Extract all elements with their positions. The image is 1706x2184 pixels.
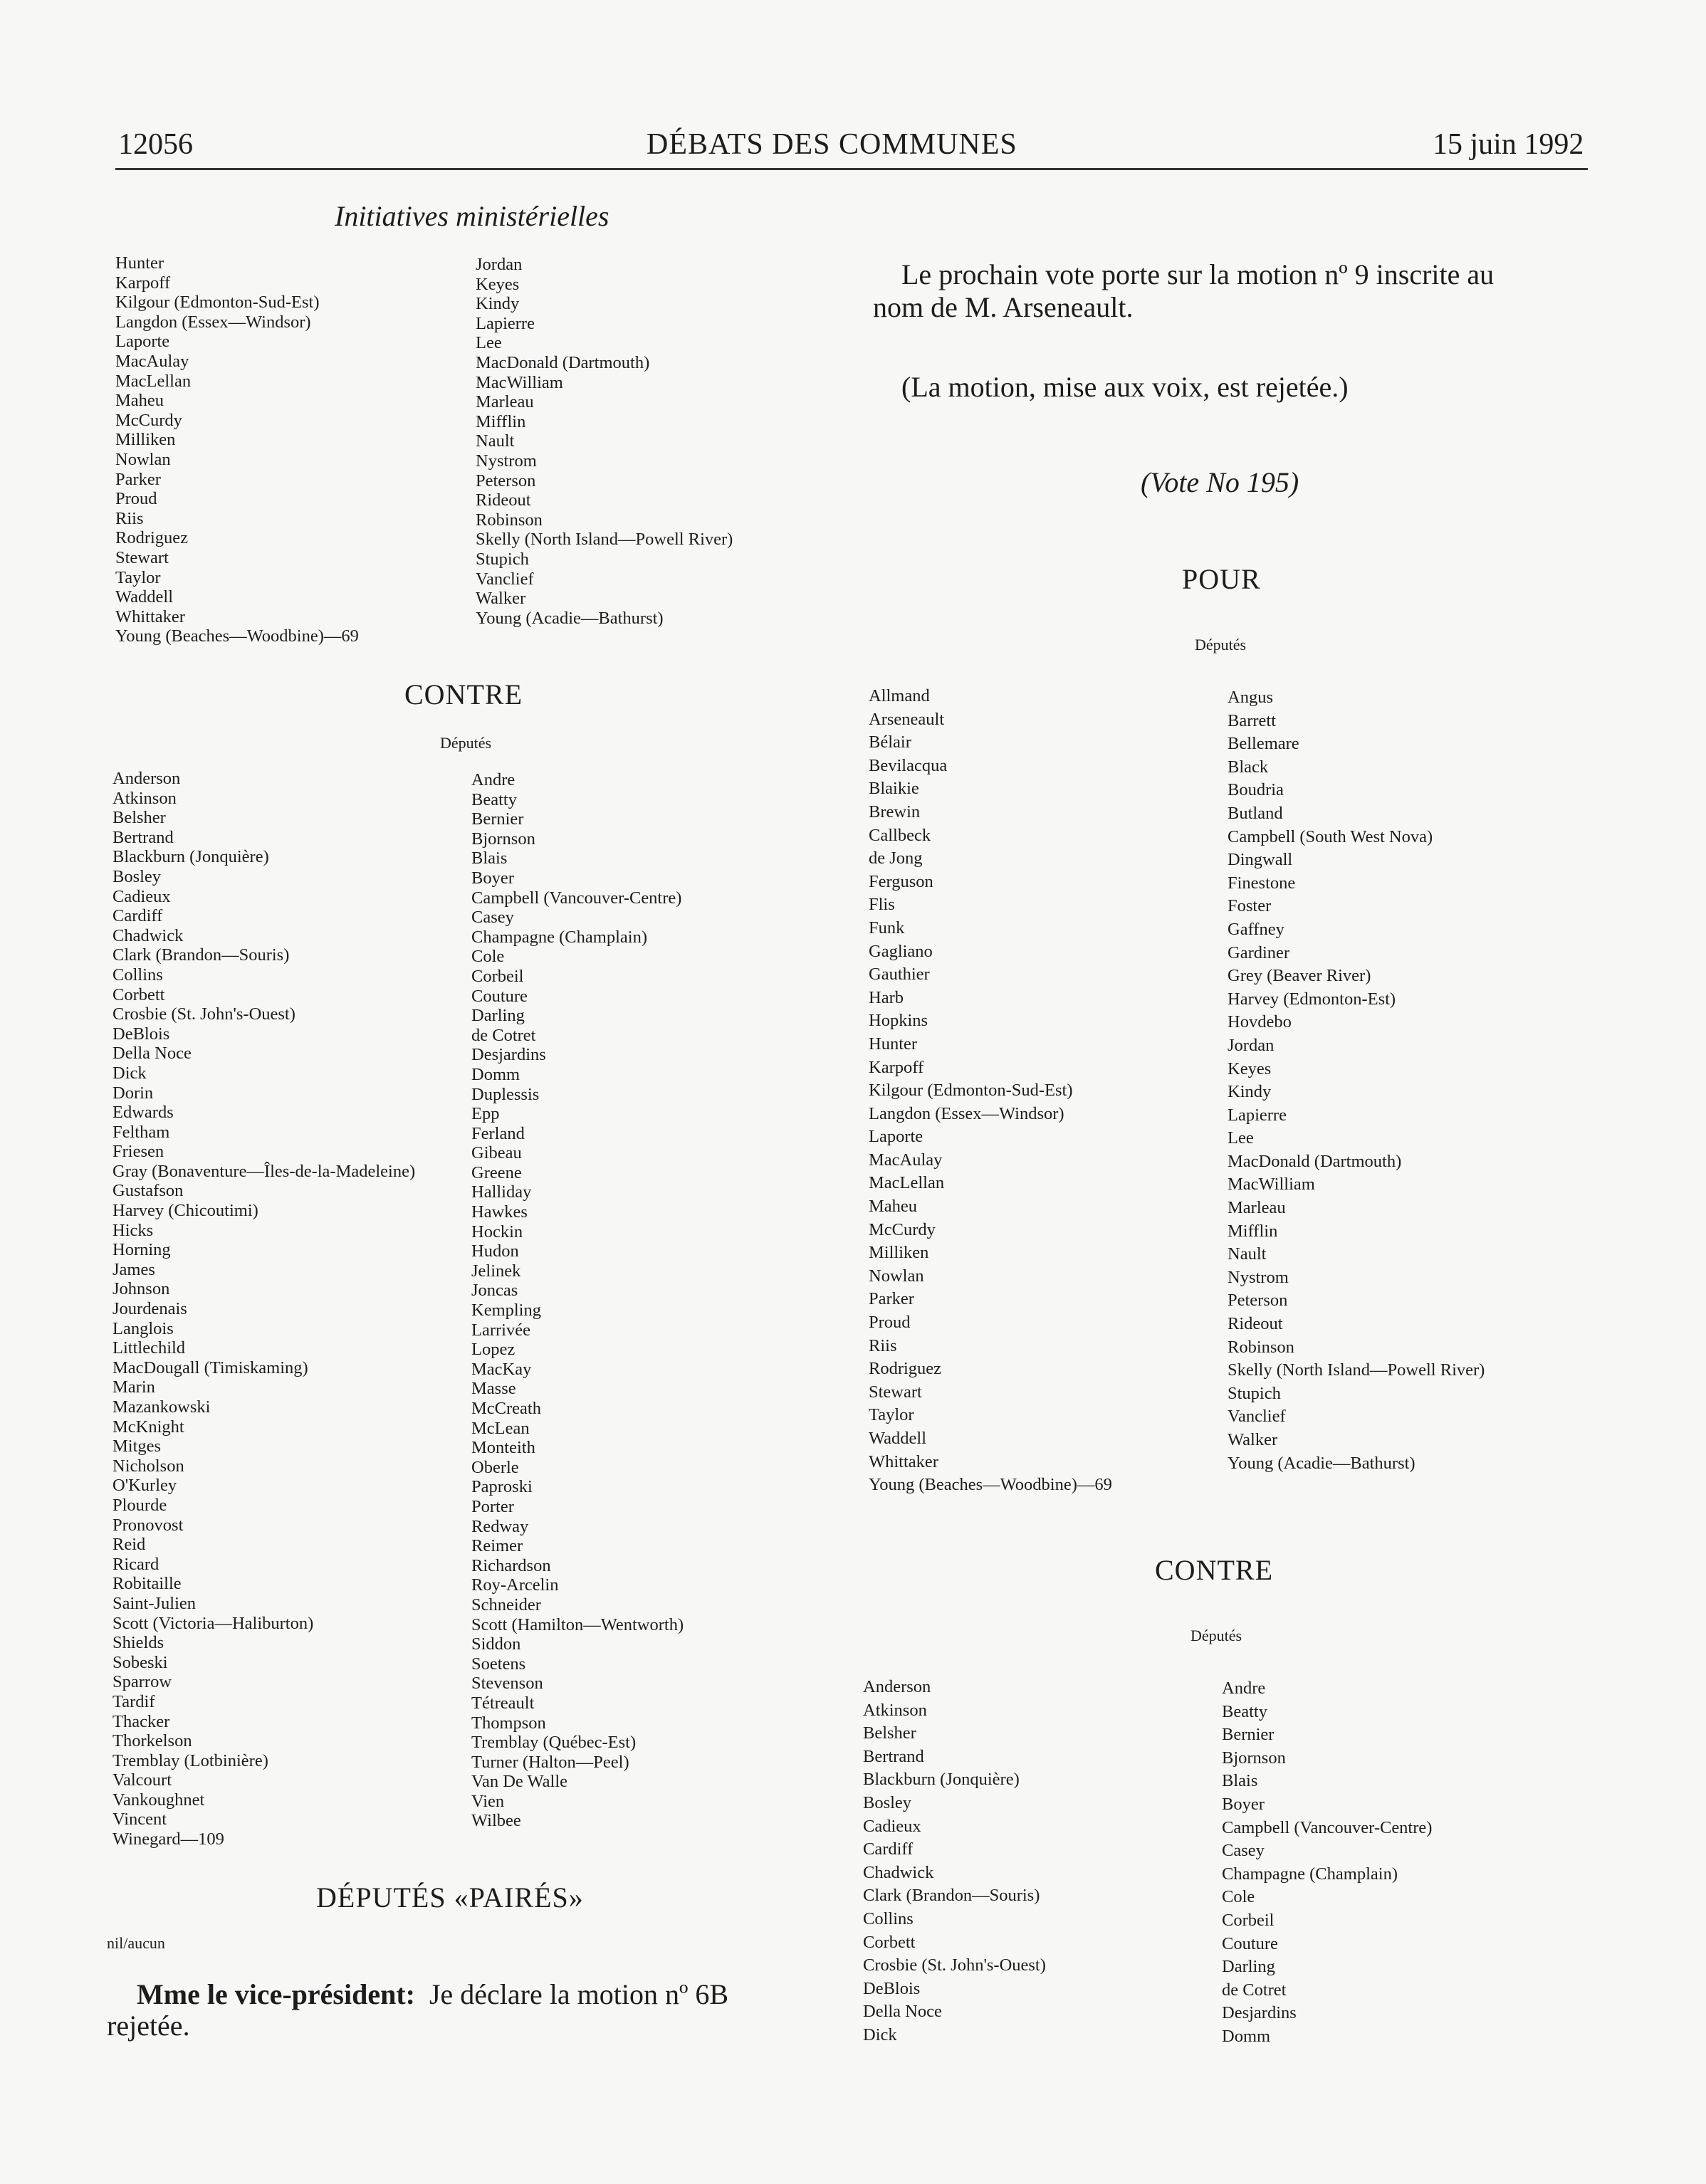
member-name: Riis <box>115 508 144 528</box>
member-name: Young (Beaches—Woodbine)—69 <box>869 1475 1112 1495</box>
member-name: Johnson <box>112 1279 170 1299</box>
member-name: Dingwall <box>1228 850 1293 870</box>
member-name: Gardiner <box>1228 943 1290 962</box>
member-name: Andre <box>1222 1679 1266 1698</box>
member-name: Vanclief <box>476 569 534 589</box>
member-name: Bevilacqua <box>869 755 948 775</box>
member-name: Halliday <box>471 1182 532 1202</box>
member-name: Couture <box>1222 1933 1278 1953</box>
intro-line2: nom de M. Arseneault. <box>873 291 1134 323</box>
member-name: Turner (Halton—Peel) <box>471 1752 629 1772</box>
member-name: Hopkins <box>869 1011 928 1031</box>
member-name: Clark (Brandon—Souris) <box>863 1886 1040 1906</box>
member-name: de Cotret <box>471 1025 536 1045</box>
member-name: Redway <box>471 1516 529 1536</box>
speaker-statement-line2: rejetée. <box>107 2010 190 2042</box>
member-name: Vanclief <box>1228 1407 1286 1427</box>
member-name: Sobeski <box>112 1652 168 1672</box>
member-name: Blais <box>1222 1771 1258 1791</box>
member-name: Mifflin <box>476 411 526 431</box>
member-name: Corbett <box>863 1932 916 1952</box>
member-name: Nystrom <box>476 451 537 471</box>
member-name: Arseneault <box>869 709 945 729</box>
member-name: Mazankowski <box>112 1397 211 1417</box>
member-name: Atkinson <box>112 788 177 808</box>
member-name: Tétreault <box>471 1693 535 1713</box>
member-name: Gustafson <box>112 1181 184 1201</box>
header-rule <box>115 168 1588 170</box>
member-name: Dick <box>112 1063 147 1083</box>
member-name: Stevenson <box>471 1674 543 1694</box>
member-name: Stupich <box>476 549 529 569</box>
member-name: Tardif <box>112 1691 155 1711</box>
member-name: Bernier <box>1222 1725 1275 1745</box>
member-name: Shields <box>112 1633 164 1653</box>
member-name: Jordan <box>1228 1035 1275 1055</box>
member-name: Kilgour (Edmonton-Sud-Est) <box>869 1081 1073 1101</box>
member-name: Black <box>1228 757 1269 777</box>
left-top-names-col1 <box>115 253 359 646</box>
pour-subheading: Députés <box>1195 636 1247 653</box>
member-name: Robitaille <box>112 1574 182 1594</box>
member-name: Gagliano <box>869 941 933 961</box>
speaker-label: Mme le vice-président: <box>137 1978 415 2010</box>
member-name: Milliken <box>115 430 176 450</box>
member-name: DeBlois <box>863 1978 921 1998</box>
member-name: Casey <box>471 908 514 928</box>
member-name: MacAulay <box>869 1150 943 1170</box>
member-name: Rodriguez <box>115 528 189 548</box>
vote-result: (La motion, mise aux voix, est rejetée.) <box>901 371 1349 403</box>
member-name: Hawkes <box>471 1202 528 1222</box>
member-name: MacLellan <box>115 371 192 391</box>
member-name: Campbell (Vancouver-Centre) <box>1222 1817 1433 1837</box>
member-name: Riis <box>869 1335 897 1355</box>
member-name: Feltham <box>112 1122 170 1142</box>
member-name: Karpoff <box>869 1057 924 1077</box>
member-name: Edwards <box>112 1103 174 1123</box>
member-name: Oberle <box>471 1457 519 1477</box>
member-name: Langdon (Essex—Windsor) <box>115 312 311 332</box>
member-name: Mifflin <box>1228 1221 1278 1241</box>
member-name: Mitges <box>112 1437 162 1456</box>
member-name: Waddell <box>869 1429 927 1448</box>
pour-heading: POUR <box>1182 563 1261 595</box>
vote-number: (Vote No 195) <box>1141 466 1299 498</box>
member-name: Whittaker <box>115 607 185 626</box>
member-name: Nicholson <box>112 1456 184 1476</box>
member-name: Vien <box>471 1791 505 1811</box>
member-name: Nowlan <box>869 1266 924 1286</box>
member-name: Schneider <box>471 1595 541 1615</box>
member-name: Beatty <box>1222 1701 1267 1721</box>
member-name: Crosbie (St. John's-Ouest) <box>863 1955 1046 1975</box>
member-name: Taylor <box>115 567 161 587</box>
member-name: Saint-Julien <box>112 1593 197 1613</box>
member-name: Callbeck <box>869 825 931 845</box>
member-name: Robinson <box>1228 1337 1294 1357</box>
member-name: Harb <box>869 987 904 1007</box>
member-name: Kindy <box>476 294 520 314</box>
member-name: Skelly (North Island—Powell River) <box>1228 1360 1485 1380</box>
member-name: Gibeau <box>471 1143 522 1163</box>
member-name: MacAulay <box>115 351 189 371</box>
member-name: McCreath <box>471 1399 541 1418</box>
member-name: Corbeil <box>1222 1910 1275 1930</box>
member-name: Maheu <box>869 1197 918 1217</box>
member-name: Friesen <box>112 1142 164 1162</box>
member-name: MacDonald (Dartmouth) <box>476 352 650 372</box>
member-name: Richardson <box>471 1555 551 1575</box>
speaker-statement-line1 <box>137 1976 728 2013</box>
member-name: Clark (Brandon—Souris) <box>112 945 290 965</box>
member-name: Desjardins <box>471 1045 546 1065</box>
member-name: Stewart <box>115 547 169 567</box>
member-name: Siddon <box>471 1634 521 1654</box>
member-name: Bélair <box>869 733 911 752</box>
member-name: Marleau <box>1228 1198 1286 1218</box>
member-name: Hunter <box>869 1034 918 1054</box>
member-name: Thorkelson <box>112 1731 192 1751</box>
member-name: Walker <box>476 589 526 609</box>
member-name: Larrivée <box>471 1320 530 1340</box>
member-name: Ricard <box>112 1554 159 1574</box>
member-name: Campbell (South West Nova) <box>1228 826 1433 846</box>
member-name: Greene <box>471 1162 522 1182</box>
member-name: O'Kurley <box>112 1476 177 1496</box>
member-name: Belsher <box>863 1723 916 1743</box>
member-name: Hovdebo <box>1228 1012 1292 1032</box>
member-name: Funk <box>869 918 905 938</box>
member-name: Cardiff <box>863 1839 914 1859</box>
member-name: Keyes <box>476 274 520 294</box>
member-name: Sparrow <box>112 1672 172 1692</box>
member-name: Campbell (Vancouver-Centre) <box>471 888 682 908</box>
member-name: Peterson <box>476 471 536 490</box>
member-name: Darling <box>1222 1957 1275 1977</box>
member-name: MacDonald (Dartmouth) <box>1228 1151 1402 1171</box>
section-title: Initiatives ministérielles <box>335 200 609 232</box>
member-name: Kempling <box>471 1301 541 1321</box>
member-name: Laporte <box>869 1127 923 1147</box>
member-name: Proud <box>115 489 157 509</box>
member-name: Anderson <box>863 1677 931 1696</box>
member-name: Kindy <box>1228 1082 1272 1102</box>
member-name: Plourde <box>112 1495 167 1515</box>
member-name: Van De Walle <box>471 1772 568 1792</box>
member-name: McLean <box>471 1418 530 1438</box>
member-name: Barrett <box>1228 710 1277 730</box>
member-name: MacWilliam <box>476 372 563 392</box>
member-name: Waddell <box>115 587 174 607</box>
right-contre-subheading: Députés <box>1190 1627 1242 1644</box>
member-name: Bjornson <box>471 829 535 849</box>
member-name: Jelinek <box>471 1261 521 1281</box>
member-name: Boyer <box>1222 1794 1265 1814</box>
member-name: Champagne (Champlain) <box>1222 1864 1398 1884</box>
page-title: DÉBATS DES COMMUNES <box>647 128 1017 161</box>
member-name: Jourdenais <box>112 1299 187 1319</box>
left-contre-heading: CONTRE <box>404 678 523 710</box>
member-name: Foster <box>1228 896 1272 916</box>
member-name: Della Noce <box>863 2002 942 2022</box>
member-name: Maheu <box>115 391 164 411</box>
member-name: Reimer <box>471 1536 523 1556</box>
member-name: Corbett <box>112 985 165 1004</box>
member-name: Vincent <box>112 1810 167 1829</box>
member-name: Porter <box>471 1496 514 1516</box>
member-name: Hunter <box>115 253 164 273</box>
member-name: Rideout <box>1228 1314 1283 1334</box>
member-name: Young (Acadie—Bathurst) <box>1228 1453 1415 1473</box>
member-name: MacWilliam <box>1228 1175 1315 1195</box>
member-name: Epp <box>471 1104 500 1124</box>
member-name: Finestone <box>1228 873 1296 893</box>
member-name: Rideout <box>476 490 531 510</box>
member-name: Darling <box>471 1006 525 1026</box>
member-name: Anderson <box>112 769 181 788</box>
member-name: Dick <box>863 2025 897 2044</box>
member-name: Cadieux <box>112 886 171 906</box>
member-name: Angus <box>1228 688 1273 707</box>
member-name: Scott (Hamilton—Wentworth) <box>471 1615 684 1634</box>
member-name: MacLellan <box>869 1173 945 1193</box>
member-name: Vankoughnet <box>112 1790 205 1810</box>
member-name: Blackburn (Jonquière) <box>112 847 269 867</box>
member-name: Flis <box>869 895 895 915</box>
member-name: Cole <box>1222 1887 1255 1907</box>
page-date: 15 juin 1992 <box>1433 128 1584 161</box>
member-name: Thacker <box>112 1711 170 1731</box>
member-name: Lee <box>1228 1128 1254 1148</box>
member-name: DeBlois <box>112 1024 170 1044</box>
member-name: Bertrand <box>112 827 174 847</box>
member-name: Gray (Bonaventure—Îles-de-la-Madeleine) <box>112 1161 416 1181</box>
member-name: Skelly (North Island—Powell River) <box>476 530 733 550</box>
member-name: Langdon (Essex—Windsor) <box>869 1103 1064 1123</box>
member-name: Stupich <box>1228 1383 1281 1403</box>
member-name: Harvey (Chicoutimi) <box>112 1201 258 1221</box>
member-name: Milliken <box>869 1243 929 1263</box>
member-name: Gauthier <box>869 965 930 985</box>
member-name: Corbeil <box>471 966 524 986</box>
member-name: Scott (Victoria—Haliburton) <box>112 1613 314 1633</box>
member-name: Monteith <box>471 1438 535 1458</box>
member-name: Parker <box>869 1289 914 1309</box>
member-name: Boyer <box>471 868 514 888</box>
member-name: Kilgour (Edmonton-Sud-Est) <box>115 293 320 313</box>
member-name: Tremblay (Québec-Est) <box>471 1733 637 1753</box>
member-name: Blaikie <box>869 779 919 799</box>
member-name: Andre <box>471 770 516 789</box>
member-name: Stewart <box>869 1382 922 1402</box>
member-name: McCurdy <box>869 1219 936 1239</box>
member-name: Blais <box>471 849 508 868</box>
member-name: Della Noce <box>112 1044 192 1064</box>
member-name: Valcourt <box>112 1770 172 1790</box>
member-name: Domm <box>1222 2026 1271 2046</box>
right-contre-names-col1 <box>863 1676 1046 2047</box>
member-name: Hockin <box>471 1222 523 1241</box>
member-name: Karpoff <box>115 273 171 293</box>
member-name: Marleau <box>476 392 534 412</box>
member-name: Whittaker <box>869 1451 938 1471</box>
left-top-names-col2 <box>476 255 733 628</box>
pour-names-col1 <box>869 685 1112 1497</box>
member-name: Beatty <box>471 789 517 809</box>
pour-names-col2 <box>1228 686 1485 1475</box>
member-name: Hicks <box>112 1220 154 1240</box>
member-name: Ferland <box>471 1123 525 1143</box>
member-name: Lapierre <box>476 313 535 333</box>
member-name: McCurdy <box>115 410 182 430</box>
member-name: Winegard—109 <box>112 1829 224 1849</box>
member-name: Cardiff <box>112 906 163 926</box>
member-name: Bellemare <box>1228 734 1299 754</box>
speaker-text: Je déclare la motion nº 6B <box>429 1978 729 2010</box>
member-name: Domm <box>471 1064 520 1084</box>
member-name: Soetens <box>471 1654 526 1674</box>
member-name: Duplessis <box>471 1084 540 1104</box>
member-name: Atkinson <box>863 1700 927 1720</box>
member-name: Parker <box>115 469 161 489</box>
member-name: Masse <box>471 1379 516 1399</box>
member-name: Nowlan <box>115 449 171 469</box>
member-name: Paproski <box>471 1477 533 1497</box>
member-name: Gaffney <box>1228 919 1284 939</box>
member-name: Keyes <box>1228 1059 1272 1078</box>
member-name: Couture <box>471 986 528 1006</box>
member-name: Casey <box>1222 1841 1265 1861</box>
member-name: Dorin <box>112 1083 154 1103</box>
member-name: Blackburn (Jonquière) <box>863 1770 1020 1790</box>
member-name: Young (Beaches—Woodbine)—69 <box>115 626 359 646</box>
intro-line1: Le prochain vote porte sur la motion nº 9 inscrite au <box>901 258 1495 290</box>
member-name: Walker <box>1228 1430 1278 1449</box>
member-name: Cole <box>471 947 505 967</box>
member-name: Roy-Arcelin <box>471 1575 559 1595</box>
paired-heading: DÉPUTÉS «PAIRÉS» <box>316 1881 584 1913</box>
member-name: Horning <box>112 1240 171 1260</box>
member-name: de Jong <box>869 849 923 868</box>
member-name: Reid <box>112 1535 146 1555</box>
member-name: Langlois <box>112 1318 174 1338</box>
member-name: Cadieux <box>863 1816 921 1836</box>
member-name: Nystrom <box>1228 1267 1289 1287</box>
member-name: MacDougall (Timiskaming) <box>112 1358 308 1377</box>
member-name: Chadwick <box>863 1862 934 1882</box>
member-name: Crosbie (St. John's-Ouest) <box>112 1004 295 1024</box>
member-name: Rodriguez <box>869 1359 942 1379</box>
member-name: Jordan <box>476 255 523 274</box>
member-name: Nault <box>1228 1244 1267 1264</box>
member-name: Tremblay (Lotbinière) <box>112 1750 268 1770</box>
member-name: Bertrand <box>863 1746 924 1766</box>
member-name: Bjornson <box>1222 1748 1286 1768</box>
paired-text: nil/aucun <box>107 1934 165 1952</box>
member-name: Desjardins <box>1222 2003 1297 2023</box>
member-name: Nault <box>476 431 515 451</box>
member-name: Thompson <box>471 1713 546 1733</box>
member-name: Lapierre <box>1228 1105 1287 1125</box>
member-name: Joncas <box>471 1281 518 1301</box>
member-name: James <box>112 1259 155 1279</box>
left-contre-subheading: Députés <box>440 734 492 752</box>
member-name: Peterson <box>1228 1291 1288 1311</box>
member-name: Champagne (Champlain) <box>471 927 647 947</box>
member-name: Boudria <box>1228 780 1284 800</box>
member-name: Bosley <box>863 1792 912 1812</box>
member-name: Littlechild <box>112 1338 186 1358</box>
member-name: Wilbee <box>471 1811 521 1831</box>
member-name: Bernier <box>471 809 524 829</box>
member-name: MacKay <box>471 1359 532 1379</box>
member-name: Taylor <box>869 1405 914 1425</box>
member-name: de Cotret <box>1222 1980 1287 2000</box>
member-name: Proud <box>869 1313 911 1333</box>
member-name: Butland <box>1228 803 1283 823</box>
member-name: Collins <box>112 965 163 985</box>
member-name: Young (Acadie—Bathurst) <box>476 608 664 628</box>
member-name: McKnight <box>112 1417 184 1437</box>
member-name: Grey (Beaver River) <box>1228 966 1371 986</box>
right-contre-heading: CONTRE <box>1155 1554 1273 1586</box>
member-name: Robinson <box>476 510 543 530</box>
page-number: 12056 <box>118 128 193 161</box>
left-contre-names-col1 <box>112 769 415 1849</box>
member-name: Lee <box>476 333 502 353</box>
member-name: Brewin <box>869 802 921 821</box>
member-name: Laporte <box>115 332 170 352</box>
member-name: Collins <box>863 1909 914 1928</box>
left-contre-names-col2 <box>471 770 684 1831</box>
member-name: Marin <box>112 1377 155 1397</box>
member-name: Pronovost <box>112 1515 184 1535</box>
member-name: Ferguson <box>869 871 933 891</box>
member-name: Hudon <box>471 1241 519 1261</box>
right-contre-names-col2 <box>1222 1677 1432 2049</box>
member-name: Harvey (Edmonton-Est) <box>1228 989 1396 1009</box>
member-name: Chadwick <box>112 925 184 945</box>
member-name: Allmand <box>869 686 930 705</box>
member-name: Bosley <box>112 866 162 886</box>
member-name: Belsher <box>112 808 166 828</box>
member-name: Lopez <box>471 1340 516 1360</box>
